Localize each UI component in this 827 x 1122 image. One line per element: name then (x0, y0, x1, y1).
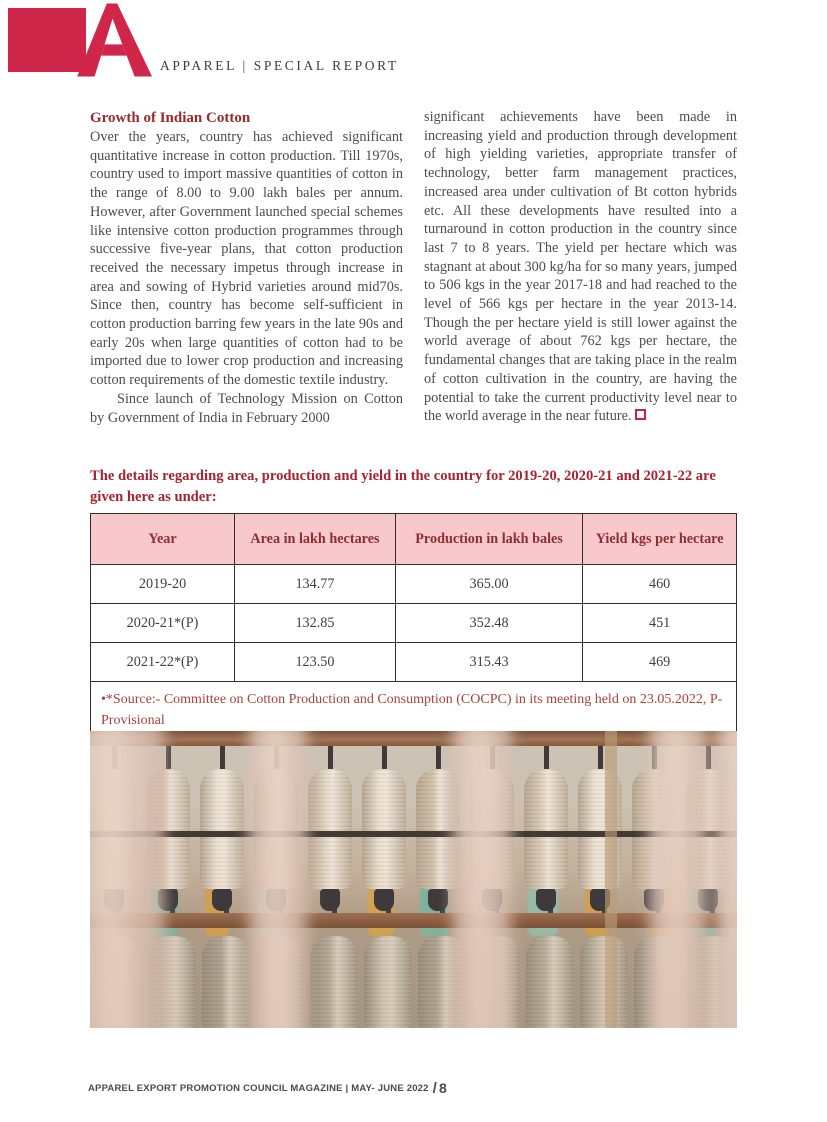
table-column-header: Year (91, 514, 235, 565)
end-of-article-icon (635, 409, 646, 420)
brand-a-icon (72, 0, 152, 80)
table-source-note: •*Source:- Committee on Cotton Production and Consumption (COCPC) in its meeting held on 23.05.2022, P-Provisional (91, 682, 737, 740)
masthead-title: APPAREL | SPECIAL REPORT (160, 58, 399, 73)
cotton-statistics-table (90, 513, 737, 740)
table-header-row (91, 514, 737, 565)
table-column-header: Yield kgs per hectare (583, 514, 737, 565)
table-body (91, 565, 737, 740)
table-cell: 460 (583, 565, 737, 604)
footer-text: APPAREL EXPORT PROMOTION COUNCIL MAGAZINE | MAY- JUNE 2022 (88, 1083, 429, 1094)
table-column-header: Area in lakh hectares (235, 514, 396, 565)
page-footer (88, 1080, 447, 1097)
warm-tone-overlay (90, 731, 737, 1028)
article-right-column (424, 108, 737, 426)
table-row (91, 643, 737, 682)
table-cell: 123.50 (235, 643, 396, 682)
article-paragraph: significant achievements have been made in increasing yield and production through development of high yielding varieties, appropriate transfer of technology, better farm management practices, increased area under cultivation of Bt cotton hybrids etc. All these developments have resulted into a turnaround in cotton production in the country since last 7 to 8 years. The yield per hectare which was stagnant at about 300 kg/ha for so many years, jumped to 506 kgs in the year 2017-18 and had reached to the level of 566 kgs per hectare in the year 2013-14. Though the per hectare yield is still lower against the world average of about 762 kgs per hectare, the fundamental changes that are taking place in the realm of cotton cultivation in the country, are having the potential to take the current productivity level near to the world average in the near future. (424, 109, 737, 425)
article-left-column (90, 108, 403, 427)
table-row (91, 604, 737, 643)
table-cell: 132.85 (235, 604, 396, 643)
table-cell: 2021-22*(P) (91, 643, 235, 682)
yarn-spools-photo (90, 731, 737, 1028)
article-paragraph: Over the years, country has achieved significant quantitative increase in cotton production. Till 1970s, country used to import massive quantities of cotton in the range of 8.00 to 9.00 lakh bales per annum. However, after Government launched special schemes like intensive cotton production programmes through successive five-year plans, that cotton production received the necessary impetus through increase in area and sowing of Hybrid varieties around mid70s. Since then, country has become self-sufficient in cotton production barring few years in the late 90s and early 20s when large quantities of cotton had to be imported due to lower crop production and increasing cotton requirements of the domestic textile industry. (90, 129, 403, 389)
table-cell: 2019-20 (91, 565, 235, 604)
article-paragraph: Since launch of Technology Mission on Cotton by Government of India in February 2000 (90, 390, 403, 426)
table-intro-heading: The details regarding area, production and yield in the country for 2019-20, 2020-21 and 2021-22 are given here as under: (90, 468, 716, 505)
table-column-header: Production in lakh bales (395, 514, 582, 565)
table-cell: 134.77 (235, 565, 396, 604)
table-cell: 315.43 (395, 643, 582, 682)
table-cell: 469 (583, 643, 737, 682)
footer-separator: / (432, 1080, 438, 1097)
table-cell: 451 (583, 604, 737, 643)
table-cell: 352.48 (395, 604, 582, 643)
article-heading: Growth of Indian Cotton (90, 110, 251, 126)
page-number: 8 (439, 1080, 448, 1096)
table-cell: 2020-21*(P) (91, 604, 235, 643)
table-row (91, 565, 737, 604)
table-cell: 365.00 (395, 565, 582, 604)
